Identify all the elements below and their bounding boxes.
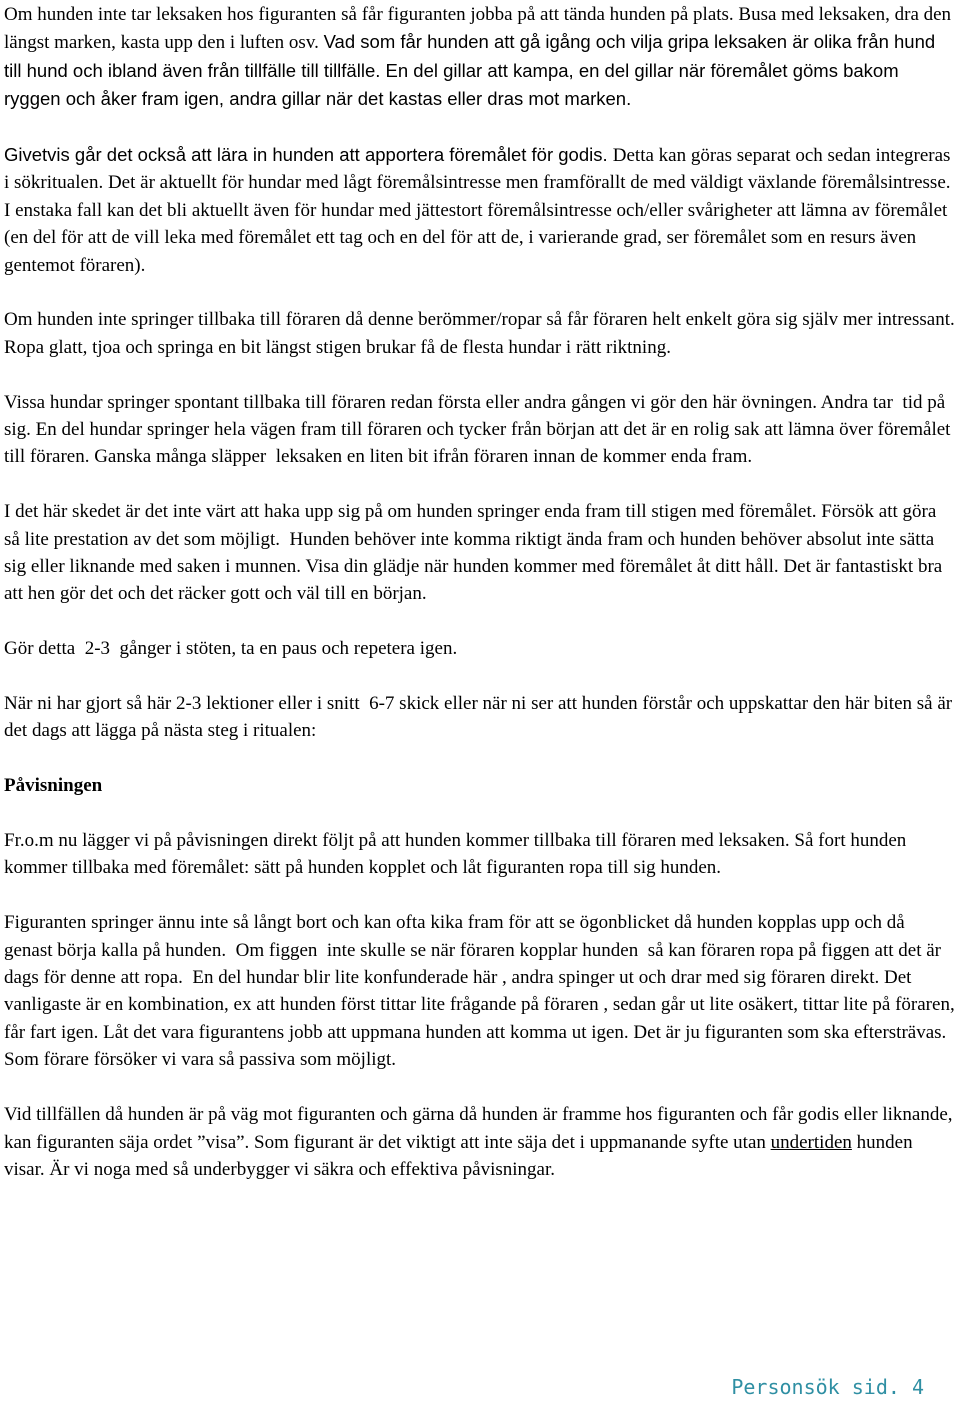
paragraph-2 — [4, 141, 956, 279]
paragraph-2-part-a: Givetvis går det också att lära in hunden att apportera föremålet för godis. — [4, 144, 613, 166]
section-heading: Påvisningen — [4, 775, 103, 797]
paragraph-2-part-b: Detta kan göras separat och sedan integreras i sökritualen. Det är aktuellt för hundar med lågt föremålsintresse men framförallt de med väldigt växlande föremålsintresse. I enstaka fall kan det bli aktuellt även för hundar med jättestort föremålsintresse och/eller svårigheter att lämna av föremålet (en del för att de vill leka med föremålet ett tag och en del för att de, i varierande grad, ser föremålet som en resurs även gentemot föraren). — [4, 145, 956, 276]
paragraph-9: Figuranten springer ännu inte så långt bort och kan ofta kika fram för att se ögonblicket då hunden kopplas upp och då genast börja kalla på hunden. Om figgen inte skulle se när föraren kopplar hunden så kan föraren ropa på figgen att det är dags för denne att ropa. En del hundar blir lite konfunderade här , andra spinger ut och drar med sig föraren direkt. Det vanligaste är en kombination, ex att hunden först tittar lite frågande på föraren , sedan går ut lite osäkert, tittar lite på föraren, får fart igen. Låt det vara figurantens jobb att uppmana hunden att komma ut igen. Det är ju figuranten som ska eftersträvas. Som förare försöker vi vara så passiva som möjligt. — [4, 912, 960, 1071]
paragraph-10-part-c: hunden visar. Är vi noga med så underbygger vi säkra och effektiva påvisningar. — [4, 1131, 918, 1180]
paragraph-6: Gör detta 2-3 gånger i stöten, ta en paus och repetera igen. — [4, 638, 458, 660]
paragraph-8: Fr.o.m nu lägger vi på påvisningen direkt följt på att hunden kommer tillbaka till föraren med leksaken. Så fort hunden kommer tillbaka med föremålet: sätt på hunden kopplet och låt figuranten ropa till sig hunden. — [4, 830, 912, 879]
page-footer-label: Personsök sid. 4 — [731, 1375, 924, 1399]
paragraph-1-part-a: Om hunden inte tar leksaken hos figuranten så får figuranten jobba på att tända hunden på plats. Busa med leksaken, dra den längst marken, kasta upp den i luften osv. — [4, 4, 956, 54]
paragraph-1 — [4, 1, 956, 114]
paragraph-7: När ni har gjort så här 2-3 lektioner eller i snitt 6-7 skick eller när ni ser att hunden förstår och uppskattar den här biten så är det dags att lägga på nästa steg i ritualen: — [4, 693, 957, 742]
paragraph-5: I det här skedet är det inte värt att haka upp sig på om hunden springer enda fram till stigen med föremålet. Försök att göra så lite prestation av det som möjligt. Hunden behöver inte komma riktigt ända fram och hunden behöver absolut inte sätta sig eller liknande med saken i munnen. Visa din glädje när hunden kommer med föremålet åt ditt håll. Det är fantastiskt bra att hen gör det och det räcker gott och väl till en början. — [4, 501, 947, 605]
paragraph-10-part-a: Vid tillfällen då hunden är på väg mot figuranten och gärna då hunden är framme hos figuranten och får godis eller liknande, kan figuranten säja ordet ”visa”. Som figurant är det viktigt att inte säja det i uppmanande syfte utan — [4, 1104, 958, 1153]
paragraph-3: Om hunden inte springer tillbaka till föraren då denne berömmer/ropar så får föraren helt enkelt göra sig själv mer intressant. Ropa glatt, tjoa och springa en bit längst stigen brukar få de flesta hundar i rätt riktning. — [4, 309, 960, 358]
paragraph-1-part-b: Vad som får hunden att gå igång och vilja gripa leksaken är olika från hund till hund och ibland även från tillfälle till tillfälle. En del gillar att kampa, en del gillar när föremålet göms bakom ryggen och åker fram igen, andra gillar när det kastas eller dras mot marken. — [4, 31, 941, 110]
underlined-word: undertiden — [770, 1131, 852, 1153]
paragraph-10 — [4, 1101, 956, 1183]
paragraph-4: Vissa hundar springer spontant tillbaka till föraren redan första eller andra gången vi gör den här övningen. Andra tar tid på sig. En del hundar springer hela vägen fram till föraren och tycker från början att det är en rolig sak att lämna över föremålet till föraren. Ganska många släpper leksaken en liten bit ifrån föraren innan de kommer enda fram. — [4, 391, 956, 468]
document-body — [4, 1, 960, 1183]
